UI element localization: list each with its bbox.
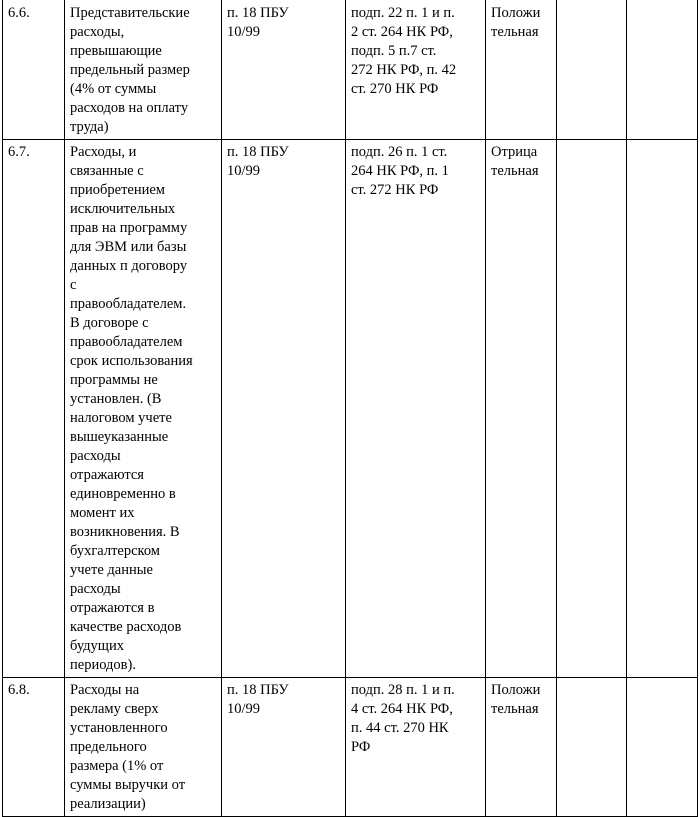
table-row [3, 678, 698, 817]
tax-code-reference-cell: подп. 26 п. 1 ст. 264 НК РФ, п. 1 ст. 272 НК РФ [346, 140, 486, 678]
pbu-reference-cell: п. 18 ПБУ 10/99 [222, 0, 346, 140]
empty-cell [627, 140, 698, 678]
table-row [3, 140, 698, 678]
difference-type-cell: Положи тельная [486, 0, 557, 140]
empty-cell [557, 140, 627, 678]
description-cell: Расходы, и связанные с приобретением исключительных прав на программу для ЭВМ или базы данных п договору с правообладателем. В договоре с правообладателем срок использования программы не установлен. (В налоговом учете вышеуказанные расходы отражаются единовременно в момент их возникновения. В бухгалтерском учете данные расходы отражаются в качестве расходов будущих периодов). [65, 140, 222, 678]
differences-table [2, 0, 698, 817]
empty-cell [557, 678, 627, 817]
empty-cell [627, 678, 698, 817]
tax-code-reference-cell: подп. 28 п. 1 и п. 4 ст. 264 НК РФ, п. 44 ст. 270 НК РФ [346, 678, 486, 817]
difference-type-cell: Положи тельная [486, 678, 557, 817]
pbu-reference-cell: п. 18 ПБУ 10/99 [222, 140, 346, 678]
item-number-cell: 6.8. [3, 678, 65, 817]
tax-code-reference-cell: подп. 22 п. 1 и п. 2 ст. 264 НК РФ, подп. 5 п.7 ст. 272 НК РФ, п. 42 ст. 270 НК РФ [346, 0, 486, 140]
item-number-cell: 6.7. [3, 140, 65, 678]
empty-cell [627, 0, 698, 140]
difference-type-cell: Отрица тельная [486, 140, 557, 678]
empty-cell [557, 0, 627, 140]
description-cell: Расходы на рекламу сверх установленного предельного размера (1% от суммы выручки от реализации) [65, 678, 222, 817]
pbu-reference-cell: п. 18 ПБУ 10/99 [222, 678, 346, 817]
table-row [3, 0, 698, 140]
description-cell: Представительские расходы, превышающие предельный размер (4% от суммы расходов на оплату труда) [65, 0, 222, 140]
item-number-cell: 6.6. [3, 0, 65, 140]
